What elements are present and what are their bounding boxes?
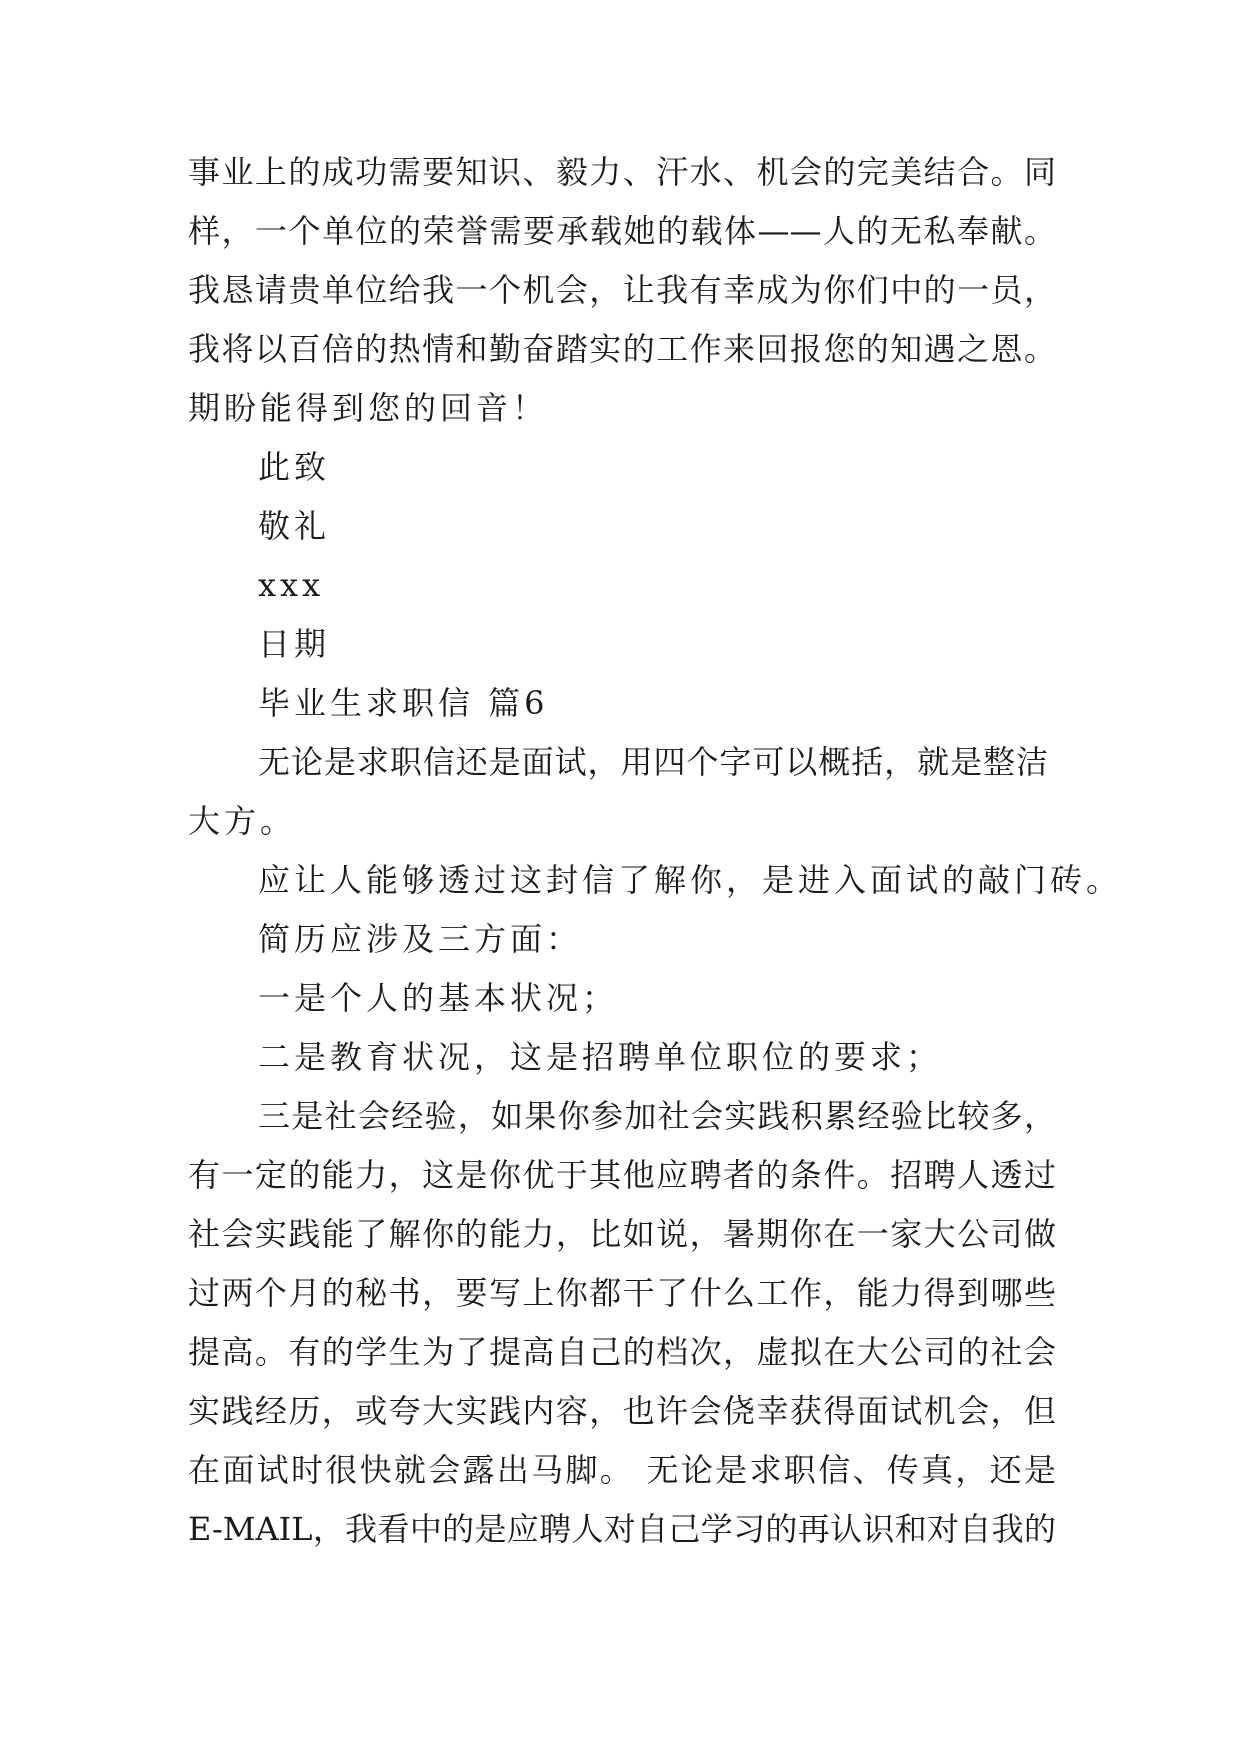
- text-line: 大方。: [188, 802, 297, 840]
- text-line: 三是社会经验，如果你参加社会实践积累经验比较多，: [258, 1097, 1056, 1135]
- text-line: 无论是求职信还是面试，用四个字可以概括，就是整洁: [258, 743, 1048, 781]
- paragraph-resume-aspects: 简历应涉及三方面：: [258, 920, 583, 958]
- list-item-education: 二是教育状况，这是招聘单位职位的要求；: [258, 1038, 943, 1076]
- text-line: 事业上的成功需要知识、毅力、汗水、机会的完美结合。同: [188, 153, 1056, 191]
- list-item-basic-info: 一是个人的基本状况；: [258, 979, 619, 1017]
- text-line: 实践经历，或夸大实践内容，也许会侥幸获得面试机会，但: [188, 1392, 1056, 1430]
- text-line: 过两个月的秘书，要写上你都干了什么工作，能力得到哪些: [188, 1274, 1056, 1312]
- text-line: 社会实践能了解你的能力，比如说，暑期你在一家大公司做: [188, 1215, 1056, 1253]
- text-line: 提高。有的学生为了提高自己的档次，虚拟在大公司的社会: [188, 1333, 1056, 1371]
- text-line: 有一定的能力，这是你优于其他应聘者的条件。招聘人透过: [188, 1156, 1056, 1194]
- text-line: E-MAIL，我看中的是应聘人对自己学习的再认识和对自我的: [188, 1510, 1056, 1548]
- date-line: 日期: [258, 625, 331, 663]
- paragraph-door-brick: 应让人能够透过这封信了解你，是进入面试的敲门砖。: [258, 861, 1123, 899]
- salutation-cizhi: 此致: [258, 448, 331, 486]
- signature: xxx: [258, 566, 325, 604]
- section-title: 毕业生求职信 篇6: [258, 684, 549, 722]
- text-line: 我恳请贵单位给我一个机会，让我有幸成为你们中的一员，: [188, 271, 1056, 309]
- text-line: 在面试时很快就会露出马脚。 无论是求职信、传真，还是: [188, 1451, 1056, 1489]
- text-line: 样，一个单位的荣誉需要承载她的载体——人的无私奉献。: [188, 212, 1056, 250]
- text-line: 我将以百倍的热情和勤奋踏实的工作来回报您的知遇之恩。: [188, 330, 1056, 368]
- salutation-jingli: 敬礼: [258, 507, 331, 545]
- text-line: 期盼能得到您的回音！: [188, 389, 549, 427]
